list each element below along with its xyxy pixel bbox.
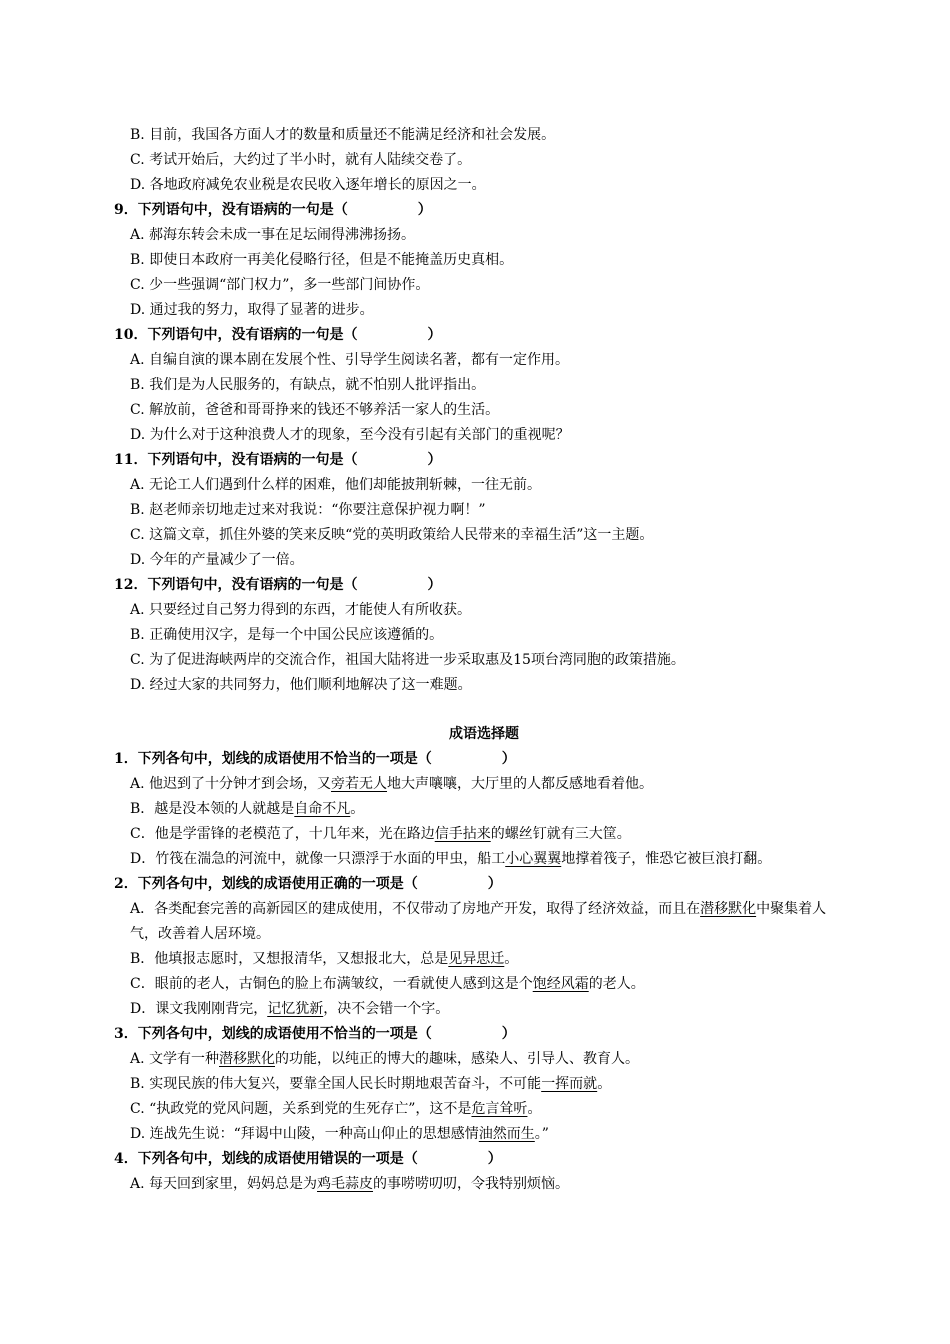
option-line: B. 即使日本政府一再美化侵略行径，但是不能掩盖历史真相。 [130, 252, 514, 268]
section-spacer [114, 698, 854, 722]
question-stem: 3．下列各句中，划线的成语使用不恰当的一项是（ ） [114, 1026, 516, 1042]
question-stem: 11．下列语句中，没有语病的一句是（ ） [114, 452, 442, 468]
option-line: A. 只要经过自己努力得到的东西，才能使人有所收获。 [130, 602, 472, 618]
underlined-idiom: 旁若无人 [331, 776, 388, 792]
option-text: A．各类配套完善的高新园区的建成使用，不仅带动了房地产开发，取得了经济效益，而且在 [130, 901, 701, 917]
question-stem: 12．下列语句中，没有语病的一句是（ ） [114, 577, 442, 593]
underlined-idiom: 信手拈来 [434, 826, 491, 842]
underlined-idiom: 潜移默化 [700, 901, 757, 917]
option-text: D. 连战先生说：“拜谒中山陵，一种高山仰止的思想感情 [130, 1126, 479, 1142]
option-text: D．竹筏在湍急的河流中，就像一只漂浮于水面的甲虫，船工 [130, 851, 506, 867]
option-text: 。 [504, 951, 519, 967]
option-line [114, 1122, 854, 1147]
underlined-idiom: 潜移默化 [219, 1051, 276, 1067]
option-line: A. 无论工人们遇到什么样的困难，他们却能披荆斩棘，一往无前。 [130, 477, 542, 493]
underlined-idiom: 自命不凡 [294, 801, 351, 817]
option-line: A. 郝海东转会未成一事在足坛闹得沸沸扬扬。 [130, 227, 416, 243]
option-line: D. 通过我的努力，取得了显著的进步。 [130, 302, 374, 318]
underlined-idiom: 小心翼翼 [505, 851, 562, 867]
option-line [114, 947, 854, 972]
option-line: B. 正确使用汉字，是每一个中国公民应该遵循的。 [130, 627, 444, 643]
option-line: D. 经过大家的共同努力，他们顺利地解决了这一难题。 [130, 677, 472, 693]
question-stem: 9．下列语句中，没有语病的一句是（ ） [114, 202, 432, 218]
option-line: B. 我们是为人民服务的，有缺点，就不怕别人批评指出。 [130, 377, 486, 393]
underlined-idiom: 危言耸听 [471, 1101, 528, 1117]
underlined-idiom: 一挥而就 [541, 1076, 598, 1092]
option-line [114, 997, 854, 1022]
option-text: B．越是没本领的人就越是 [130, 801, 295, 817]
option-line [114, 1097, 854, 1122]
option-text: 。 [527, 1101, 542, 1117]
option-line [114, 822, 854, 847]
option-text: A. 文学有一种 [130, 1051, 220, 1067]
option-text: B. 实现民族的伟大复兴，要靠全国人民长时期地艰苦奋斗，不可能 [130, 1076, 542, 1092]
option-text: 。 [350, 801, 365, 817]
option-text: D．课文我刚刚背完， [130, 1001, 268, 1017]
option-line: C. 解放前，爸爸和哥哥挣来的钱还不够养活一家人的生活。 [130, 402, 500, 418]
option-line: B. 赵老师亲切地走过来对我说：“你要注意保护视力啊！” [130, 502, 486, 518]
option-text: 地大声嚷嚷，大厅里的人都反感地看着他。 [387, 776, 654, 792]
question-stem: 1．下列各句中，划线的成语使用不恰当的一项是（ ） [114, 751, 516, 767]
underlined-idiom: 见异思迁 [448, 951, 505, 967]
option-line [114, 897, 854, 947]
question-stem: 10．下列语句中，没有语病的一句是（ ） [114, 327, 442, 343]
option-line [114, 772, 854, 797]
question-stem: 4．下列各句中，划线的成语使用错误的一项是（ ） [114, 1151, 502, 1167]
option-text: C．他是学雷锋的老模范了，十几年来，光在路边 [130, 826, 435, 842]
option-text: A. 每天回到家里，妈妈总是为 [130, 1176, 318, 1192]
option-text: 。” [534, 1126, 549, 1142]
option-line [114, 847, 854, 872]
underlined-idiom: 记忆犹新 [267, 1001, 324, 1017]
option-line: D. 各地政府减免农业税是农民收入逐年增长的原因之一。 [130, 177, 486, 193]
option-line: C. 为了促进海峡两岸的交流合作，祖国大陆将进一步采取惠及15项台湾同胞的政策措施。 [130, 652, 685, 668]
option-text: 的老人。 [588, 976, 645, 992]
underlined-idiom: 饱经风霜 [532, 976, 589, 992]
section-title: 成语选择题 [449, 726, 519, 742]
question-stem: 2．下列各句中，划线的成语使用正确的一项是（ ） [114, 876, 502, 892]
option-text: 中聚集着人气，改善着人居环境。 [130, 901, 827, 942]
option-line [114, 1047, 854, 1072]
underlined-idiom: 鸡毛蒜皮 [317, 1176, 374, 1192]
option-line [114, 1072, 854, 1097]
underlined-idiom: 油然而生 [478, 1126, 535, 1142]
option-line: C. 考试开始后，大约过了半小时，就有人陆续交卷了。 [130, 152, 472, 168]
option-line: B. 目前，我国各方面人才的数量和质量还不能满足经济和社会发展。 [130, 127, 556, 143]
option-line: C. 少一些强调“部门权力”，多一些部门间协作。 [130, 277, 430, 293]
option-text: C. “执政党的党风问题，关系到党的生死存亡”，这不是 [130, 1101, 472, 1117]
option-text: 的螺丝钉就有三大筐。 [490, 826, 631, 842]
option-text: A. 他迟到了十分钟才到会场，又 [130, 776, 332, 792]
option-text: 的功能，以纯正的博大的趣味，感染人、引导人、教育人。 [275, 1051, 640, 1067]
option-text: 的事唠唠叨叨，令我特别烦恼。 [373, 1176, 570, 1192]
option-text: 。 [597, 1076, 612, 1092]
option-text: ，决不会错一个字。 [323, 1001, 450, 1017]
option-line [114, 797, 854, 822]
option-line: A. 自编自演的课本剧在发展个性、引导学生阅读名著，都有一定作用。 [130, 352, 570, 368]
option-text: C．眼前的老人，古铜色的脸上布满皱纹，一看就使人感到这是个 [130, 976, 533, 992]
option-line [114, 972, 854, 997]
option-line: D. 为什么对于这种浪费人才的现象，至今没有引起有关部门的重视呢？ [130, 427, 570, 443]
option-text: B．他填报志愿时，又想报清华，又想报北大，总是 [130, 951, 449, 967]
option-text: 地撑着筏子，惟恐它被巨浪打翻。 [561, 851, 772, 867]
document-content [114, 123, 854, 1197]
option-line: C. 这篇文章，抓住外婆的笑来反映“党的英明政策给人民带来的幸福生活”这一主题。 [130, 527, 654, 543]
option-line: D. 今年的产量减少了一倍。 [130, 552, 304, 568]
option-line [114, 1172, 854, 1197]
